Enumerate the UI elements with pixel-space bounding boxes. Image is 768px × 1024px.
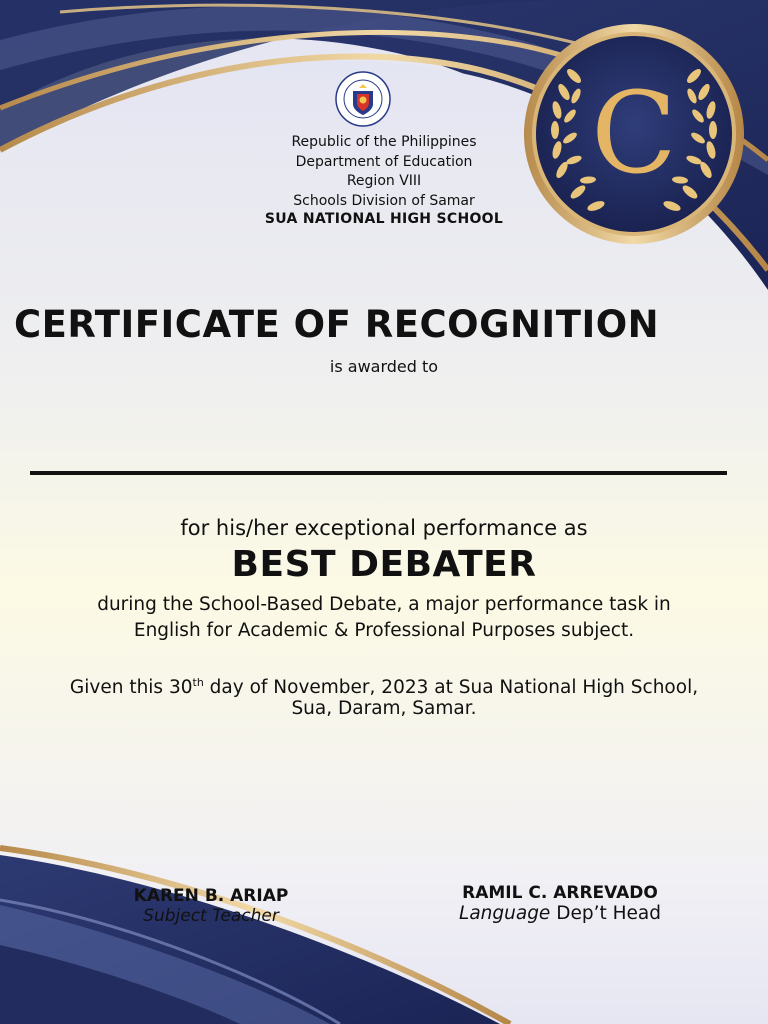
emblem-letter: C (591, 69, 677, 199)
signatory-teacher (111, 886, 311, 926)
award-title: BEST DEBATER (231, 544, 537, 585)
header-region: Region VIII (346, 173, 422, 189)
awarded-to-text: is awarded to (329, 357, 439, 376)
header-school-name: SUA NATIONAL HIGH SCHOOL (264, 211, 504, 227)
certificate-title: CERTIFICATE OF RECOGNITION (14, 303, 660, 346)
signatory-dept-head (430, 883, 690, 924)
details-line-2: English for Academic & Professional Purposes subject. (133, 620, 635, 641)
laurel-emblem-icon (522, 20, 746, 252)
signatory-head-role (430, 903, 690, 924)
signatory-head-name: RAMIL C. ARREVADO (462, 883, 658, 903)
signatory-head-role-italic: Language (459, 903, 551, 924)
details-line-1: during the School-Based Debate, a major performance task in (97, 594, 671, 615)
given-prefix: Given this 30 (69, 677, 193, 699)
recipient-name-line (30, 471, 727, 475)
signatory-head-role-rest: Dep’t Head (550, 903, 661, 924)
header-republic: Republic of the Philippines (291, 134, 477, 150)
given-ordinal-suffix: th (192, 676, 204, 689)
signatory-teacher-name: KAREN B. ARIAP (133, 886, 289, 906)
deped-seal-icon (335, 71, 391, 127)
given-location-line: Sua, Daram, Samar. (291, 698, 477, 719)
performance-intro: for his/her exceptional performance as (180, 516, 588, 540)
header-department: Department of Education (295, 153, 473, 170)
given-suffix: day of November, 2023 at Sua National High School, (203, 677, 699, 699)
header-division: Schools Division of Samar (293, 192, 475, 209)
signatory-teacher-role: Subject Teacher (143, 906, 279, 926)
